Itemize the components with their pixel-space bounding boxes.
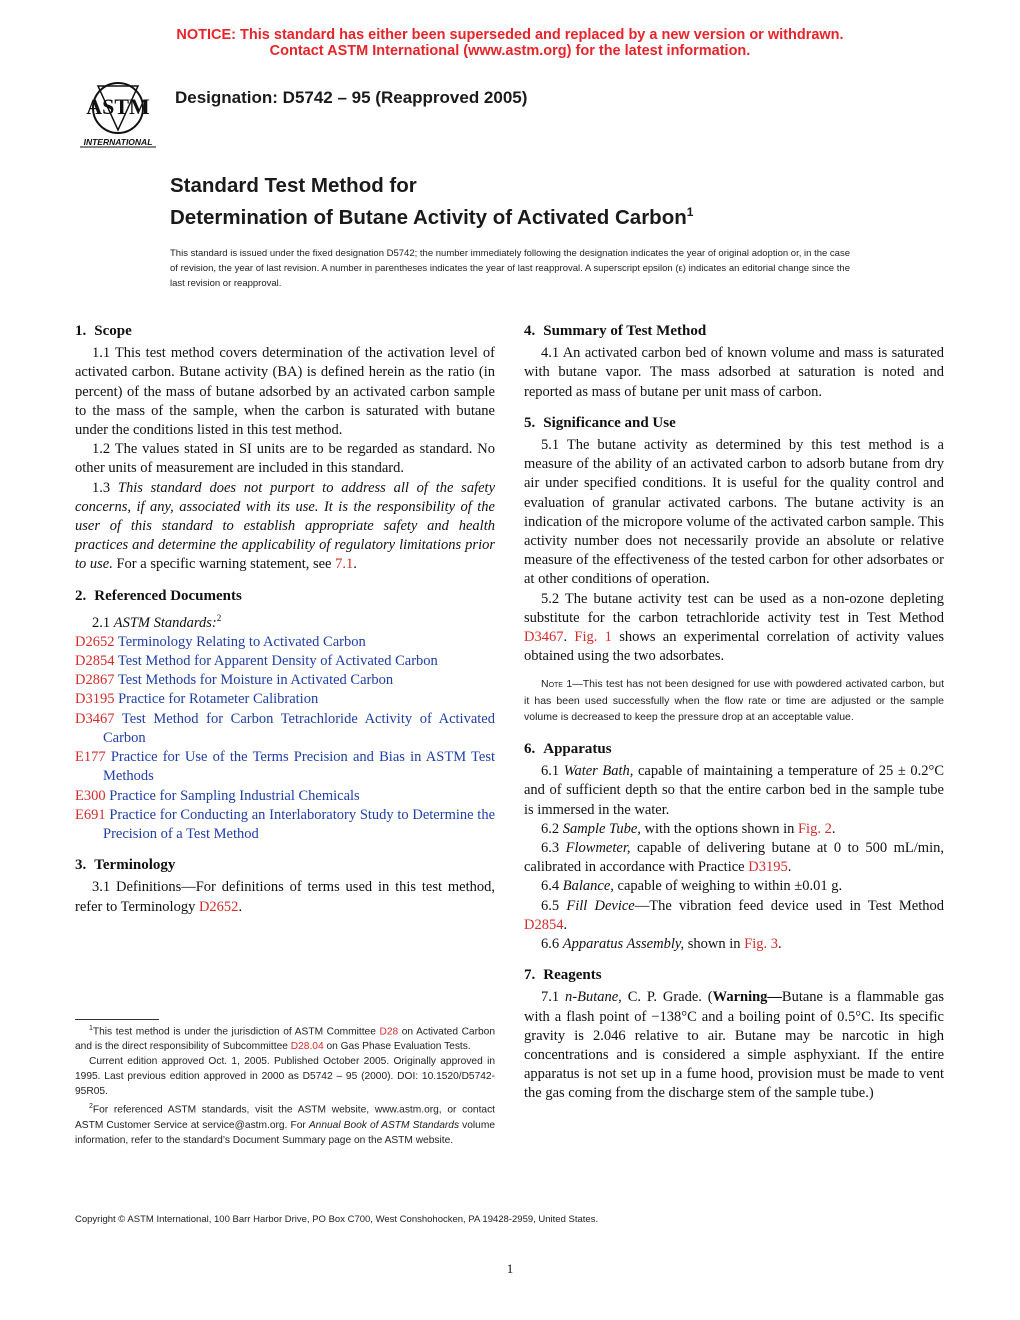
apparatus-6-4-term: Balance, — [562, 878, 614, 895]
footnote-rule — [75, 1019, 159, 1020]
ref-title[interactable]: Test Methods for Moisture in Activated Carbon — [117, 672, 394, 689]
section-significance — [524, 414, 944, 726]
apparatus-6-5-num: 6.5 — [541, 897, 560, 914]
ref-title[interactable]: Practice for Rotameter Calibration — [118, 691, 319, 708]
link-7-1[interactable]: 7.1 — [335, 556, 354, 573]
copyright: Copyright © ASTM International, 100 Barr Harbor Drive, PO Box C700, West Conshohocken, PA 19428-2959, United States. — [75, 1214, 599, 1225]
link-fig-3[interactable]: Fig. 3 — [744, 935, 778, 952]
reagents-7-1 — [524, 988, 944, 1103]
note-1-label: Note 1 — [541, 678, 573, 691]
section-scope — [75, 322, 495, 575]
ref-code[interactable]: D2867 — [75, 672, 115, 689]
scope-1-3-end: . — [353, 556, 357, 573]
note-1-text: —This test has not been designed for use with powdered activated carbon, but it has been used successfully when the flow rate or time are adjusted or the sample volume is decreased to keep the pressure drop at an acceptable value. — [524, 678, 944, 724]
left-column — [75, 322, 495, 929]
significance-5-2 — [524, 590, 944, 667]
superseded-notice — [0, 27, 1020, 59]
ref-title[interactable]: Terminology Relating to Activated Carbon — [117, 633, 366, 650]
reference-item — [75, 787, 495, 806]
ref-code[interactable]: D2652 — [75, 633, 115, 650]
notice-line-1: NOTICE: This standard has either been superseded and replaced by a new version or withdrawn. — [176, 27, 844, 43]
terminology-3-1-end: . — [238, 898, 243, 915]
title-line-2-text: Determination of Butane Activity of Activated Carbon — [170, 205, 687, 229]
ref-title[interactable]: Practice for Sampling Industrial Chemicals — [109, 787, 360, 804]
astm-logo — [76, 78, 160, 150]
footnotes — [75, 1021, 495, 1148]
apparatus-6-1-num: 6.1 — [541, 763, 560, 780]
ref-code[interactable]: E177 — [75, 749, 106, 766]
ref-title[interactable]: Test Method for Carbon Tetrachloride Activity of Activated Carbon — [103, 710, 495, 746]
reference-list — [75, 633, 495, 844]
link-fig-1[interactable]: Fig. 1 — [574, 629, 612, 646]
apparatus-6-5 — [524, 897, 944, 935]
link-fig-2[interactable]: Fig. 2 — [797, 820, 832, 837]
apparatus-6-5-end: . — [563, 916, 568, 933]
apparatus-6-2 — [524, 820, 944, 839]
significance-5-1: 5.1 The butane activity as determined by this test method is a measure of the ability of an activated carbon to adsorb butane from dry air under specified conditions. It is useful for the quality control and evaluation of granular activated carbons. The butane activity is an indication of the micropore volume of the activated carbon sample. This activity number does not necessarily provide an absolute or relative measure of the effectiveness of the tested carbon for other adsorbates or at other conditions of operation. — [524, 437, 944, 588]
apparatus-6-3-text: capable of delivering butane at 0 to 500 mL/min, calibrated in accordance with Practice — [524, 839, 944, 876]
apparatus-6-4-text: capable of weighing to within ±0.01 g. — [617, 878, 843, 895]
reference-item — [75, 748, 495, 786]
refdocs-num: 2. — [75, 587, 87, 604]
apparatus-6-1 — [524, 762, 944, 820]
document-title — [170, 173, 693, 231]
section-referenced-documents — [75, 587, 495, 844]
title-line-2 — [170, 199, 693, 231]
significance-num: 5. — [524, 414, 536, 431]
significance-5-2-b: . — [563, 629, 568, 646]
link-d3467[interactable]: D3467 — [524, 629, 564, 646]
apparatus-6-5-term: Fill Device — [566, 897, 635, 914]
summary-heading — [524, 322, 944, 341]
ref-title[interactable]: Practice for Conducting an Interlaboratory Study to Determine the Precision of a Test Method — [103, 806, 496, 842]
refdocs-2-1 — [75, 609, 495, 633]
scope-1-3-num: 1.3 — [92, 479, 111, 496]
scope-1-3-tail: For a specific warning statement, see — [116, 556, 332, 573]
ref-title[interactable]: Practice for Use of the Terms Precision and Bias in ASTM Test Methods — [103, 749, 495, 785]
terminology-3-1-text: 3.1 Definitions—For definitions of terms used in this test method, refer to Terminology — [75, 879, 495, 915]
terminology-3-1 — [75, 878, 495, 916]
footnote-2-b: volume information, refer to the standard’s Document Summary page on the ASTM website. — [75, 1119, 495, 1146]
reagents-heading — [524, 966, 944, 985]
reagents-num: 7. — [524, 967, 536, 984]
page-number: 1 — [506, 1261, 514, 1276]
summary-title: Summary of Test Method — [543, 323, 707, 339]
footnote-1-edition: Current edition approved Oct. 1, 2005. Published October 2005. Originally approved in 1995. Last previous edition approved in 2000 as D5742 – 95 (2000). DOI: 10.1520/D5742-95R05. — [75, 1056, 495, 1098]
apparatus-6-4-num: 6.4 — [541, 878, 560, 895]
section-reagents — [524, 966, 944, 1103]
apparatus-6-6-end: . — [778, 935, 782, 952]
section-terminology — [75, 856, 495, 917]
apparatus-6-6-num: 6.6 — [541, 935, 560, 952]
ref-title[interactable]: Test Method for Apparent Density of Activated Carbon — [117, 653, 438, 670]
footnote-1 — [75, 1021, 495, 1054]
right-column — [524, 322, 944, 1116]
footnote-2-a: For referenced ASTM standards, visit the ASTM website, www.astm.org, or contact ASTM Customer Service at service@astm.org. For — [75, 1104, 495, 1131]
significance-title: Significance and Use — [543, 414, 676, 431]
apparatus-6-2-end: . — [831, 820, 836, 837]
reference-item — [75, 633, 495, 652]
apparatus-num: 6. — [524, 740, 536, 757]
ref-code[interactable]: D3467 — [75, 710, 115, 727]
ref-code[interactable]: D2854 — [75, 653, 115, 670]
section-summary — [524, 322, 944, 402]
title-footnote-ref[interactable]: 1 — [686, 205, 694, 219]
link-d28-04[interactable]: D28.04 — [290, 1041, 324, 1053]
apparatus-6-6-text: shown in — [687, 935, 741, 952]
link-d2652[interactable]: D2652 — [198, 898, 239, 915]
scope-title: Scope — [94, 323, 132, 339]
reagents-7-1-num: 7.1 — [541, 989, 560, 1006]
reference-item — [75, 710, 495, 748]
apparatus-6-1-term: Water Bath, — [563, 763, 634, 780]
preface-note: This standard is issued under the fixed designation D5742; the number immediately following the designation indicates the year of original adoption or, in the case of revision, the year of last revision. A number in parentheses indicates the year of last reapproval. A superscript epsilon (ε) indicates an editorial change since the last revision or reapproval. — [170, 248, 850, 289]
designation: Designation: D5742 – 95 (Reapproved 2005) — [175, 88, 528, 107]
footnote-1-marker: 1 — [89, 1025, 93, 1032]
refdocs-sub-num: 2.1 — [92, 614, 111, 631]
significance-heading — [524, 414, 944, 433]
refdocs-heading — [75, 587, 495, 606]
apparatus-6-6-term: Apparatus Assembly, — [562, 935, 685, 952]
apparatus-6-2-num: 6.2 — [541, 820, 560, 837]
apparatus-heading — [524, 740, 944, 759]
terminology-title: Terminology — [94, 857, 176, 874]
apparatus-title: Apparatus — [543, 740, 612, 757]
logo-letters: ASTM — [86, 94, 150, 119]
link-d2854[interactable]: D2854 — [524, 916, 564, 933]
terminology-num: 3. — [75, 857, 87, 874]
reagents-7-1-b: Butane is a flammable gas with a flash point of −138°C and a boiling point of 0.5°C. Its specific gravity is 2.046 relative to air. Butane may be narcotic in high concentrations and is considered a simple asphyxiant. If the entire apparatus is not set up in a fume hood, provision must be made to vent the gas coming from the discharge stem of the sample tube.) — [524, 989, 944, 1102]
footnote-2 — [75, 1099, 495, 1147]
reagents-7-1-a: C. P. Grade. ( — [627, 989, 713, 1006]
scope-1-2: 1.2 The values stated in SI units are to be regarded as standard. No other units of measurement are included in this standard. — [75, 441, 495, 477]
apparatus-6-6 — [524, 935, 944, 954]
refdocs-footnote-ref[interactable]: 2 — [216, 612, 222, 623]
reference-item — [75, 690, 495, 709]
logo-subtext: INTERNATIONAL — [83, 137, 153, 147]
apparatus-6-1-text: capable of maintaining a temperature of 25 ± 0.2°C and of sufficient depth so that the entire carbon bed in the sample tube is immersed in the water. — [524, 763, 945, 818]
refdocs-sub-label: ASTM Standards: — [113, 614, 217, 631]
apparatus-6-3-term: Flowmeter, — [565, 839, 631, 856]
ref-code[interactable]: D3195 — [75, 691, 115, 708]
apparatus-6-3-num: 6.3 — [541, 839, 560, 856]
scope-num: 1. — [75, 323, 87, 339]
apparatus-6-3 — [524, 839, 944, 877]
reagents-title: Reagents — [543, 967, 602, 984]
significance-5-2-a: 5.2 The butane activity test can be used as a non-ozone depleting substitute for the carbon tetrachloride activity test in Test Method — [524, 590, 944, 626]
note-1 — [524, 676, 944, 726]
summary-num: 4. — [524, 323, 536, 339]
footnote-1-b: on Activated Carbon and is the direct responsibility of Subcommittee — [75, 1026, 495, 1053]
ref-code[interactable]: E691 — [75, 806, 106, 823]
reference-item — [75, 652, 495, 671]
scope-heading — [75, 322, 495, 341]
section-apparatus — [524, 740, 944, 954]
refdocs-title: Referenced Documents — [94, 587, 242, 604]
link-d3195[interactable]: D3195 — [748, 859, 788, 876]
reference-item — [75, 806, 495, 844]
significance-5-2-c: shows an experimental correlation of activity values obtained using the two adsorbates. — [524, 629, 945, 665]
apparatus-6-4 — [524, 877, 944, 896]
title-line-1: Standard Test Method for — [170, 174, 417, 197]
notice-line-2: Contact ASTM International (www.astm.org) for the latest information. — [269, 43, 751, 59]
apparatus-6-2-text: with the options shown in — [644, 820, 795, 837]
apparatus-6-3-end: . — [787, 859, 792, 876]
footnote-2-italic: Annual Book of ASTM Standards — [308, 1119, 460, 1131]
apparatus-6-5-text: —The vibration feed device used in Test Method — [634, 897, 945, 914]
link-d28[interactable]: D28 — [379, 1026, 399, 1038]
summary-4-1: 4.1 An activated carbon bed of known volume and mass is saturated with butane vapor. The mass adsorbed at saturation is noted and reported as mass of butane per unit mass of carbon. — [524, 345, 944, 400]
reference-item — [75, 671, 495, 690]
footnote-1-a: This test method is under the jurisdiction of ASTM Committee — [92, 1026, 376, 1038]
scope-1-1: 1.1 This test method covers determination of the activation level of activated carbon. Butane activity (BA) is defined herein as the ratio (in percent) of the mass of butane adsorbed by an activated carbon sample to the mass of the sample, when the carbon is saturated with butane under the conditions listed in this test method. — [75, 345, 495, 439]
footnote-1-c: on Gas Phase Evaluation Tests. — [326, 1041, 471, 1053]
warning-label: Warning— — [712, 989, 782, 1006]
apparatus-6-2-term: Sample Tube, — [562, 820, 641, 837]
scope-1-3-italic: This standard does not purport to address all of the safety concerns, if any, associated with its use. It is the responsibility of the user of this standard to establish appropriate safety and health practices and determine the applicability of regulatory limitations prior to use. — [75, 479, 496, 573]
ref-code[interactable]: E300 — [75, 787, 106, 804]
footnote-2-marker: 2 — [89, 1103, 93, 1111]
terminology-heading — [75, 856, 495, 875]
reagents-7-1-term: n-Butane, — [565, 989, 622, 1006]
scope-1-3 — [75, 479, 495, 575]
